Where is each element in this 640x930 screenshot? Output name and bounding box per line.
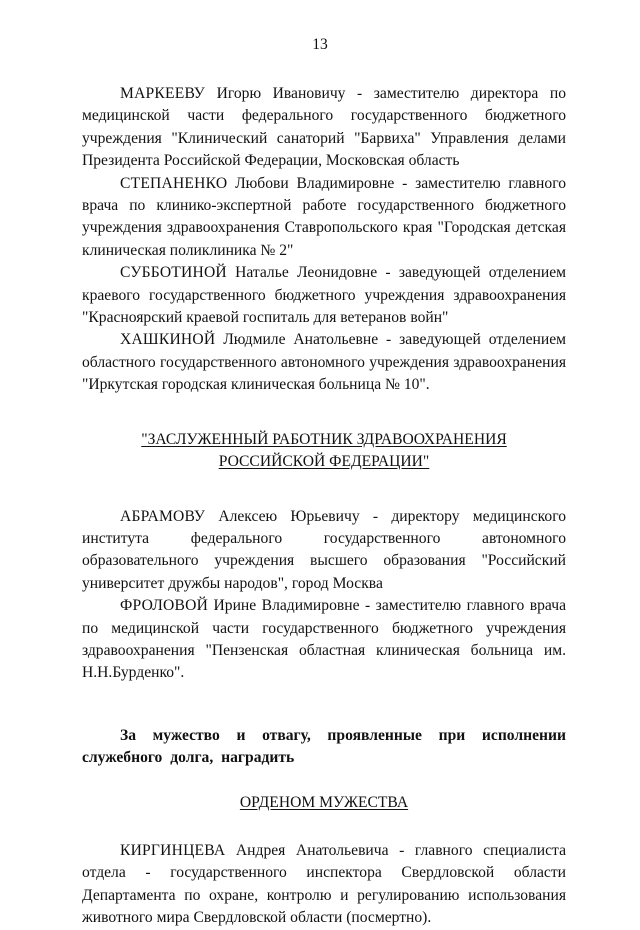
recipient-surname: МАРКЕЕВУ	[120, 85, 206, 102]
recipient-surname: ХАШКИНОЙ	[120, 331, 216, 349]
recipient-details: Игорю Ивановичу - заместителю директора по медицинской части федерального государственного бюджетного учреждения "Клинический санаторий "Барвиха" Управления делами Президента Российской Федерации, Московская область	[82, 85, 566, 170]
recipient-details: Ирине Владимировне - заместителю главного врача по медицинской части государственного бюджетного учреждения здравоохранения "Пензенская областная клиническая больница им. Н.Н.Бурденко".	[82, 597, 566, 682]
award-entry	[82, 595, 566, 685]
award-entry	[82, 506, 566, 596]
recipient-details: Наталье Леонидовне - заведующей отделением краевого государственного бюджетного учреждения здравоохранения "Красноярский краевой госпиталь для ветеранов войн"	[82, 264, 566, 327]
document-body	[82, 83, 566, 930]
award-entry	[82, 173, 566, 263]
recipient-details: Алексею Юрьевичу - директору медицинского института федерального государственного автономного образовательного учреждения высшего образования "Российский университет дружбы народов", город Москва	[82, 507, 566, 592]
recipient-surname: КИРГИНЦЕВА	[120, 841, 226, 859]
order-title: ОРДЕНОМ МУЖЕСТВА	[239, 793, 409, 811]
award-title-line-1: "ЗАСЛУЖЕННЫЙ РАБОТНИК ЗДРАВООХРАНЕНИЯ	[141, 430, 507, 448]
award-title-line-2: РОССИЙСКОЙ ФЕДЕРАЦИИ"	[218, 453, 430, 471]
award-entry	[82, 840, 566, 930]
award-entry	[82, 329, 566, 396]
recipient-surname: СУББОТИНОЙ	[120, 264, 227, 282]
award-entry	[82, 262, 566, 329]
recipient-details: Любови Владимировне - заместителю главного врача по клинико-экспертной работе государственного бюджетного учреждения здравоохранения Ставропольского края "Городская детская клиническая поликлиника № 2"	[82, 174, 566, 259]
decree-statement: За мужество и отвагу, проявленные при исполнении служебного долга, наградить	[82, 726, 566, 767]
page-number: 13	[312, 36, 328, 53]
award-entry	[82, 83, 566, 173]
recipient-surname: АБРАМОВУ	[120, 507, 206, 525]
recipient-surname: СТЕПАНЕНКО	[120, 174, 228, 192]
recipient-details: Андрея Анатольевича - главного специалиста отдела - государственного инспектора Свердловской области Департамента по охране, контролю и регулированию использования животного мира Свердловской области (посмертно).	[82, 841, 566, 927]
recipient-surname: ФРОЛОВОЙ	[120, 597, 209, 615]
recipient-details: Людмиле Анатольевне - заведующей отделением областного государственного автономного учреждения здравоохранения "Иркутская городская клиническая больница № 10".	[82, 331, 566, 394]
